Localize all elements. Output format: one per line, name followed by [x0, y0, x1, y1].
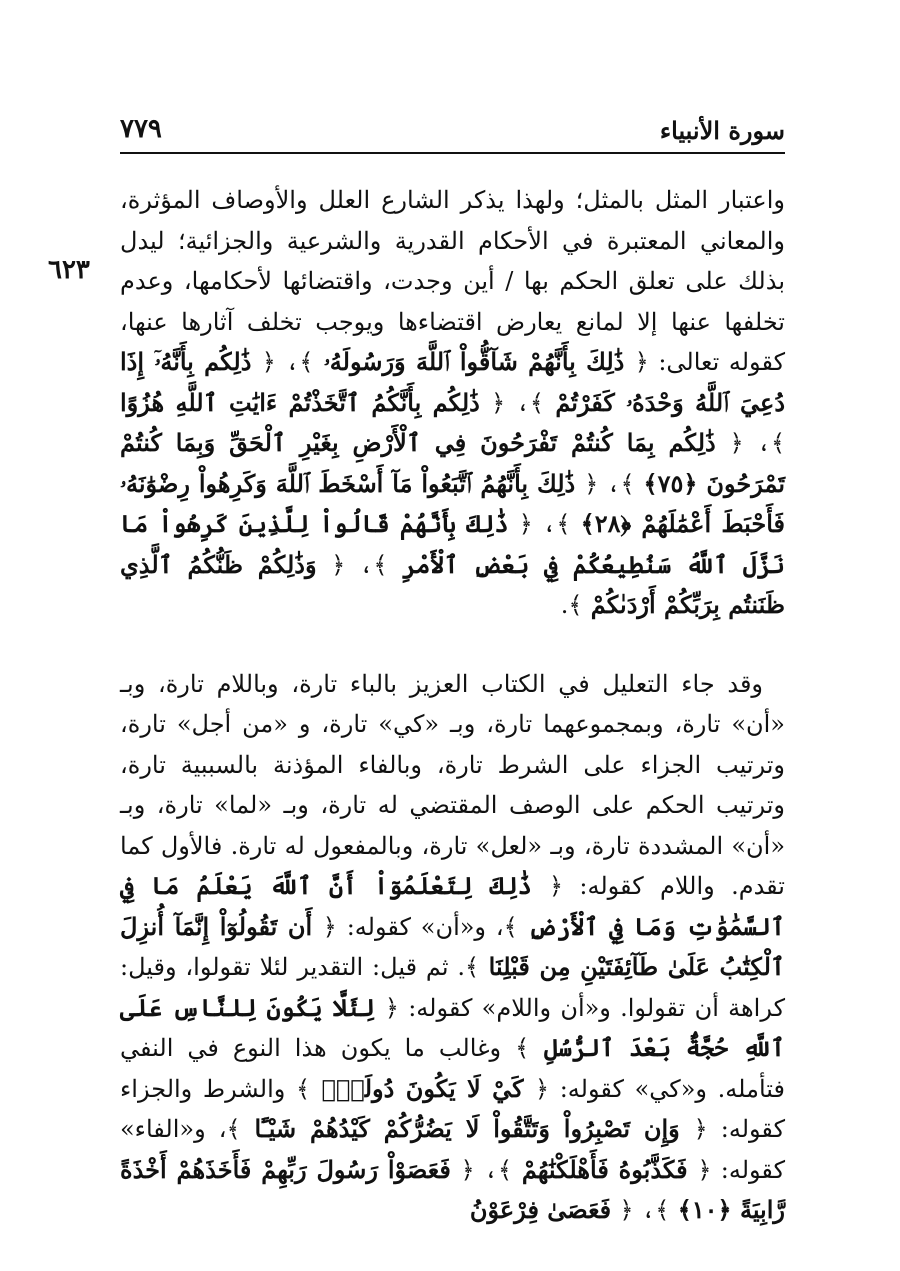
paragraph-text: ، و«الفاء» كقوله:	[120, 1115, 785, 1184]
paragraph-text: واعتبار المثل بالمثل؛ ولهذا يذكر الشارع العلل والأوصاف المؤثرة، والمعاني المعتبرة في الأحكام القدرية والشرعية والجزائية؛ ليدل بذلك على تعلق الحكم بها / أين وجدت، واقتضائها لأحكامها، وعدم تخلفها عنها إلا لمانع يعارض اقتضاءها ويوجب تخلف آثارها عنها، كقوله تعالى:	[120, 186, 786, 376]
quran-quote: ﴿ فَعَصَوْاْ رَسُولَ رَبِّهِمْ فَأَخَذَهُمْ أَخْذَةً رَّابِيَةً ﴿١٠﴾ ﴾	[120, 1154, 785, 1224]
quran-quote: ﴿ ذَٰلِكَ بِأَنَّهُمْ قَالُواْ لِلَّذِينَ كَرِهُواْ مَا نَزَّلَ ٱللَّهُ سَنُطِيعُكُمْ فِي بَعْضِ ٱلْأَمْرِ ﴾	[120, 509, 785, 579]
quran-quote: ﴿ ذَٰلِكُم بِمَا كُنتُمْ تَفْرَحُونَ فِي ٱلْأَرْضِ بِغَيْرِ ٱلْحَقِّ وَبِمَا كُنتُمْ تَمْرَحُونَ ﴿٧٥﴾ ﴾	[120, 428, 786, 498]
body-text	[120, 180, 785, 1231]
paragraph-1: واعتبار المثل بالمثل؛ ولهذا يذكر الشارع العلل والأوصاف المؤثرة، والمعاني المعتبرة في الأحكام القدرية والشرعية والجزائية؛ ليدل بذلك على تعلق الحكم بها / أين وجدت، واقتضائها لأحكامها، وعدم تخلفها عنها إلا لمانع يعارض اقتضاءها ويوجب تخلف آثارها عنها، كقوله تعالى: ﴿ ذَٰلِكَ بِأَنَّهُمْ شَآقُّواْ ٱللَّهَ وَرَسُولَهُۥ ﴾، ﴿ ذَٰلِكُم بِأَنَّهُۥٓ إِذَا دُعِيَ ٱللَّهُ وَحْدَهُۥ كَفَرْتُمْ ﴾، ﴿ ذَٰلِكُم بِأَنَّكُمُ ٱتَّخَذْتُمْ ءَايَٰتِ ٱللَّهِ هُزُوًا ﴾، ﴿ ذَٰلِكُم بِمَا كُنتُمْ تَفْرَحُونَ فِي ٱلْأَرْضِ بِغَيْرِ ٱلْحَقِّ وَبِمَا كُنتُمْ تَمْرَحُونَ ﴿٧٥﴾ ﴾، ﴿ ذَٰلِكَ بِأَنَّهُمُ ٱتَّبَعُواْ مَآ أَسْخَطَ ٱللَّهَ وَكَرِهُواْ رِضْوَٰنَهُۥ فَأَحْبَطَ أَعْمَٰلَهُمْ ﴿٢٨﴾ ﴾، ﴿ ذَٰلِكَ بِأَنَّهُمْ قَالُواْ لِلَّذِينَ كَرِهُواْ مَا نَزَّلَ ٱللَّهُ سَنُطِيعُكُمْ فِي بَعْضِ ٱلْأَمْرِ ﴾، ﴿ وَذَٰلِكُمْ ظَنُّكُمُ ٱلَّذِي ظَنَنتُم بِرَبِّكُمْ أَرْدَىٰكُمْ ﴾.	[120, 186, 786, 619]
quran-quote: ﴿ ذَٰلِكُم بِأَنَّهُۥٓ إِذَا دُعِيَ ٱللَّهُ وَحْدَهُۥ كَفَرْتُمْ ﴾	[120, 347, 786, 417]
quran-quote: ﴿ فَكَذَّبُوهُ فَأَهْلَكْنَٰهُمْ ﴾	[497, 1154, 712, 1184]
header-rule	[120, 152, 785, 154]
quran-quote: ﴿ ذَٰلِكَ بِأَنَّهُمْ شَآقُّواْ ٱللَّهَ وَرَسُولَهُۥ ﴾	[299, 347, 649, 376]
quran-quote: ﴿ أَن تَقُولُوٓاْ إِنَّمَآ أُنزِلَ ٱلْكِتَٰبُ عَلَىٰ طَآئِفَتَيْنِ مِن قَبْلِنَا ﴾	[120, 911, 785, 981]
quran-quote: ﴿ ذَٰلِكُم بِأَنَّكُمُ ٱتَّخَذْتُمْ ءَايَٰتِ ٱللَّهِ هُزُوًا ﴾	[120, 387, 785, 457]
paragraph-text: والشرط والجزاء كقوله:	[120, 1074, 785, 1143]
margin-page-reference: ٦٢٣	[48, 255, 90, 285]
running-title: سورة الأنبياء	[659, 116, 785, 145]
quran-quote: ﴿ لِئَلَّا يَكُونَ لِلنَّاسِ عَلَى ٱللَّهِ حُجَّةٌۢ بَعْدَ ٱلرُّسُلِ ﴾	[120, 992, 785, 1062]
quran-quote: ﴿ ذَٰلِكَ لِتَعْلَمُوٓاْ أَنَّ ٱللَّهَ يَعْلَمُ مَا فِي ٱلسَّمَٰوَٰتِ وَمَا فِي ٱلْأَرْضِ ﴾	[120, 871, 785, 941]
quran-quote: ﴿ فَعَصَىٰ فِرْعَوْنُ	[469, 1195, 634, 1224]
quran-quote: ﴿ وَإِن تَصْبِرُواْ وَتَتَّقُواْ لَا يَضُرُّكُمْ كَيْدُهُمْ شَيْـًٔا ﴾	[226, 1114, 708, 1143]
paragraph-2: وقد جاء التعليل في الكتاب العزيز بالباء تارة، وباللام تارة، وبـ «أن» تارة، وبمجموعهما تارة، وبـ «كي» تارة، و «من أجل» تارة، وترتيب الجزاء على الشرط تارة، وبالفاء المؤذنة بالسببية تارة، وترتيب الحكم على الوصف المقتضي له تارة، وبـ «لما» تارة، وبـ «أن» المشددة تارة، وبـ «لعل» تارة، وبالمفعول له تارة. فالأول كما تقدم. واللام كقوله: ﴿ ذَٰلِكَ لِتَعْلَمُوٓاْ أَنَّ ٱللَّهَ يَعْلَمُ مَا فِي ٱلسَّمَٰوَٰتِ وَمَا فِي ٱلْأَرْضِ ﴾، و«أن» كقوله: ﴿ أَن تَقُولُوٓاْ إِنَّمَآ أُنزِلَ ٱلْكِتَٰبُ عَلَىٰ طَآئِفَتَيْنِ مِن قَبْلِنَا ﴾. ثم قيل: التقدير لئلا تقولوا، وقيل: كراهة أن تقولوا. و«أن واللام» كقوله: ﴿ لِئَلَّا يَكُونَ لِلنَّاسِ عَلَى ٱللَّهِ حُجَّةٌۢ بَعْدَ ٱلرُّسُلِ ﴾ وغالب ما يكون هذا النوع في النفي فتأمله. و«كي» كقوله: ﴿ كَيْ لَا يَكُونَ دُولَةًۢ ﴾ والشرط والجزاء كقوله: ﴿ وَإِن تَصْبِرُواْ وَتَتَّقُواْ لَا يَضُرُّكُمْ كَيْدُهُمْ شَيْـًٔا ﴾، و«الفاء» كقوله: ﴿ فَكَذَّبُوهُ فَأَهْلَكْنَٰهُمْ ﴾، ﴿ فَعَصَوْاْ رَسُولَ رَبِّهِمْ فَأَخَذَهُمْ أَخْذَةً رَّابِيَةً ﴿١٠﴾ ﴾، ﴿ فَعَصَىٰ فِرْعَوْنُ	[120, 669, 786, 1224]
paragraph-text: ، و«أن» كقوله:	[346, 912, 504, 941]
paragraph-text: وغالب ما يكون هذا النوع في النفي فتأمله. و«كي» كقوله:	[120, 1034, 786, 1103]
quran-quote: ﴿ كَيْ لَا يَكُونَ دُولَةًۢ ﴾	[296, 1073, 550, 1103]
paragraph-text: . ثم قيل: التقدير لئلا تقولوا، وقيل: كراهة أن تقولوا. و«أن واللام» كقوله:	[120, 953, 785, 1022]
quran-quote: ﴿ وَذَٰلِكُمْ ظَنُّكُمُ ٱلَّذِي ظَنَنتُم بِرَبِّكُمْ أَرْدَىٰكُمْ ﴾	[120, 549, 785, 619]
page-number: ٧٧٩	[120, 114, 162, 144]
quran-quote: ﴿ ذَٰلِكَ بِأَنَّهُمُ ٱتَّبَعُواْ مَآ أَسْخَطَ ٱللَّهَ وَكَرِهُواْ رِضْوَٰنَهُۥ فَأَحْبَطَ أَعْمَٰلَهُمْ ﴿٢٨﴾ ﴾	[120, 468, 786, 538]
page-header	[120, 112, 785, 152]
paragraph-text: وقد جاء التعليل في الكتاب العزيز بالباء تارة، وباللام تارة، وبـ «أن» تارة، وبمجموعهما تارة، وبـ «كي» تارة، و «من أجل» تارة، وترتيب الجزاء على الشرط تارة، وبالفاء المؤذنة بالسببية تارة، وترتيب الحكم على الوصف المقتضي له تارة، وبـ «لما» تارة، وبـ «أن» المشددة تارة، وبـ «لعل» تارة، وبالمفعول له تارة. فالأول كما تقدم. واللام كقوله:	[120, 669, 786, 900]
